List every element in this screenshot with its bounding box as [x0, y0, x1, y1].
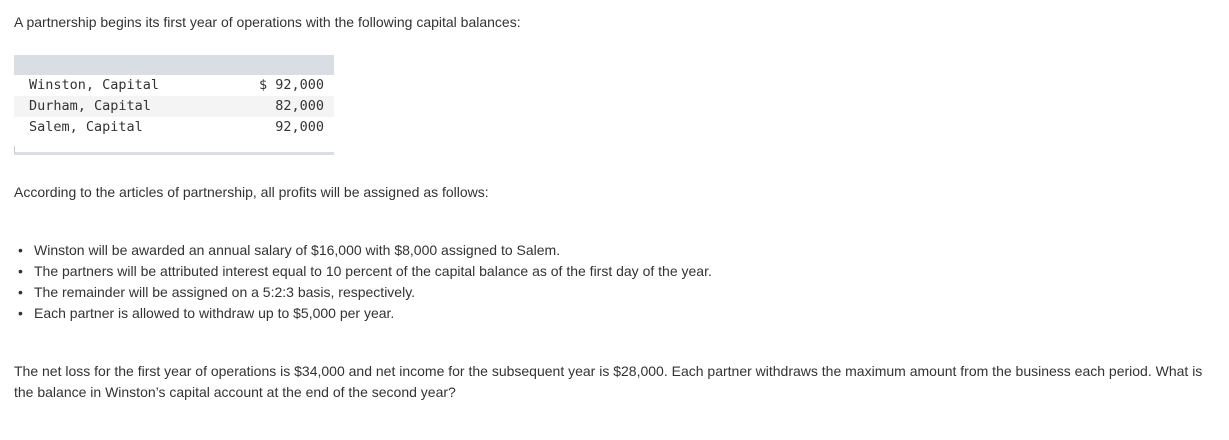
rule-text: The partners will be attributed interest equal to 10 percent of the capital balance as of the first day of the year. [34, 263, 712, 279]
bullet-icon: • [18, 263, 23, 279]
list-item [14, 303, 712, 324]
bullet-icon: • [18, 242, 23, 258]
capital-amount: 82,000 [225, 96, 334, 117]
rule-text: Winston will be awarded an annual salary of $16,000 with $8,000 assigned to Salem. [34, 242, 561, 258]
table-header-bar [14, 55, 334, 75]
bullet-icon: • [18, 284, 23, 300]
rule-text: Each partner is allowed to withdraw up to $5,000 per year. [34, 305, 395, 321]
capital-table [14, 75, 334, 138]
bullet-icon: • [18, 305, 23, 321]
capital-balances-table [14, 55, 334, 155]
question-text: The net loss for the first year of operations is $34,000 and net income for the subsequent year is $28,000. Each partner withdraws the maximum amount from the business each period. What is the balance in Winston’s capital account at the end of the second year? [14, 363, 1203, 400]
rule-text: The remainder will be assigned on a 5:2:3 basis, respectively. [34, 284, 416, 300]
list-item [14, 282, 712, 303]
partner-name: Salem, Capital [14, 117, 225, 138]
intro-text: A partnership begins its first year of operations with the following capital balances: [14, 14, 521, 30]
table-footer-bar [14, 146, 334, 155]
table-row [14, 96, 334, 117]
list-item [14, 261, 712, 282]
partner-name: Winston, Capital [14, 75, 225, 96]
partner-name: Durham, Capital [14, 96, 225, 117]
table-row [14, 75, 334, 96]
profit-rules-list [14, 240, 712, 324]
table-row [14, 117, 334, 138]
list-item [14, 240, 712, 261]
articles-text: According to the articles of partnership, all profits will be assigned as follows: [14, 184, 489, 200]
capital-amount: 92,000 [225, 117, 334, 138]
capital-amount: $ 92,000 [225, 75, 334, 96]
